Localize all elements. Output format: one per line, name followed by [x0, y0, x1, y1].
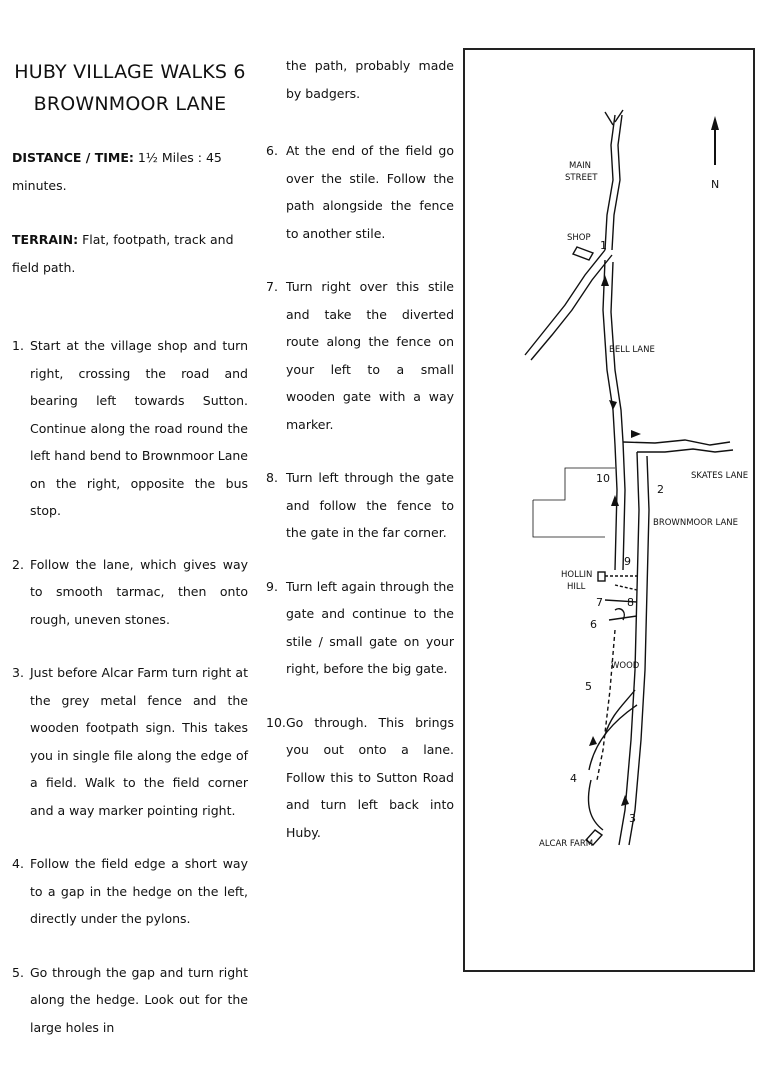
north-arrow-icon: [711, 116, 719, 191]
hollin-hill-building: [598, 572, 605, 581]
shop-building: [573, 247, 593, 260]
step-7: [266, 273, 454, 438]
step-4: [12, 850, 248, 933]
step-2: [12, 551, 248, 634]
map-step-8: 8: [627, 596, 634, 609]
arrow-marker: [609, 400, 617, 410]
route-map: [463, 48, 755, 972]
step-8: [266, 464, 454, 547]
step-5-continued: the path, probably made by badgers.: [286, 58, 454, 101]
arrow-marker: [631, 430, 641, 438]
main-street-label: STREET: [565, 173, 598, 183]
map-step-2: 2: [657, 483, 664, 496]
step-number: 8.: [266, 470, 278, 485]
map-step-5: 5: [585, 680, 592, 693]
step-number: 3.: [12, 665, 24, 680]
distance-value: 1½ Miles : 45 minutes.: [12, 150, 222, 193]
bell-lane-label: BELL LANE: [609, 345, 655, 355]
hollin-hill-label: HOLLIN: [561, 570, 593, 580]
step-3: [12, 659, 248, 824]
title-line-1: HUBY VILLAGE WALKS 6: [14, 61, 246, 83]
north-label: N: [711, 178, 720, 191]
arrow-marker: [589, 736, 597, 746]
step-number: 10.: [266, 714, 286, 730]
title-line-2: BROWNMOOR LANE: [33, 93, 227, 115]
arrow-marker: [621, 795, 629, 806]
step-text: At the end of the field go over the stile. Follow the path alongside the fence to another stile.: [286, 143, 454, 241]
step-text: Follow the field edge a short way to a gap in the hedge on the left, directly under the pylons.: [30, 856, 248, 926]
step-text: Just before Alcar Farm turn right at the grey metal fence and the wooden footpath sign. This takes you in single file along the edge of a field. Walk to the field corner and a way marker pointing right.: [30, 665, 248, 818]
step-number: 7.: [266, 279, 278, 294]
hollin-hill-label: HILL: [567, 582, 586, 592]
step-number: 5.: [12, 964, 24, 980]
page-title: [12, 56, 248, 120]
step-text: Turn left through the gate and follow the fence to the gate in the far corner.: [286, 470, 454, 540]
step-1: [12, 332, 248, 525]
step-text: Turn right over this stile and take the diverted route along the fence on your left to a small wooden gate with a way marker.: [286, 279, 454, 432]
main-street-label: MAIN: [569, 161, 592, 171]
step-number: 4.: [12, 856, 24, 871]
step-text: Start at the village shop and turn right, crossing the road and bearing left towards Sutton. Continue along the road round the left hand bend to Brownmoor Lane on the right, opposite the bus stop.: [30, 338, 248, 518]
arrow-marker: [611, 495, 619, 506]
step-number: 1.: [12, 338, 24, 353]
terrain-value: Flat, footpath, track and field path.: [12, 232, 234, 275]
map-step-3: 3: [629, 812, 636, 825]
skates-lane-road: [623, 440, 730, 445]
terrain: [12, 226, 248, 282]
step-6: [266, 137, 454, 247]
brownmoor-lane-label: BROWNMOOR LANE: [653, 518, 738, 528]
route-map-svg: [465, 50, 753, 970]
distance-label: DISTANCE / TIME:: [12, 150, 134, 165]
left-column: [12, 56, 248, 1067]
step-10: [266, 709, 454, 847]
step-text: Go through. This brings you out onto a lane. Follow this to Sutton Road and turn left back into Huby.: [286, 714, 454, 840]
map-step-9: 9: [624, 555, 631, 568]
wood-label: WOOD: [611, 661, 640, 671]
sutton-road: [525, 250, 605, 355]
map-step-1: 1: [600, 239, 607, 252]
shop-label: SHOP: [567, 233, 591, 243]
skates-lane-label: SKATES LANE: [691, 471, 749, 481]
walk-route-dashed: [597, 630, 615, 780]
map-step-7: 7: [596, 596, 603, 609]
distance-time: [12, 144, 248, 200]
step-number: 9.: [266, 578, 278, 594]
step-number: 2.: [12, 556, 24, 572]
arrow-marker: [601, 275, 609, 286]
step-text: Follow the lane, which gives way to smooth tarmac, then onto rough, uneven stones.: [30, 556, 248, 627]
step-text: Turn left again through the gate and continue to the stile / small gate on your right, before the big gate.: [286, 578, 454, 676]
map-step-4: 4: [570, 772, 577, 785]
step-9: [266, 573, 454, 683]
map-step-6: 6: [590, 618, 597, 631]
middle-column: [266, 52, 454, 872]
map-step-10: 10: [596, 472, 610, 485]
step-5: [12, 959, 248, 1042]
step-text: Go through the gap and turn right along the hedge. Look out for the large holes in: [30, 964, 248, 1035]
step-number: 6.: [266, 143, 278, 158]
terrain-label: TERRAIN:: [12, 232, 79, 247]
brownmoor-lane-road: [619, 452, 639, 845]
alcar-farm-label: ALCAR FARM: [539, 839, 594, 849]
